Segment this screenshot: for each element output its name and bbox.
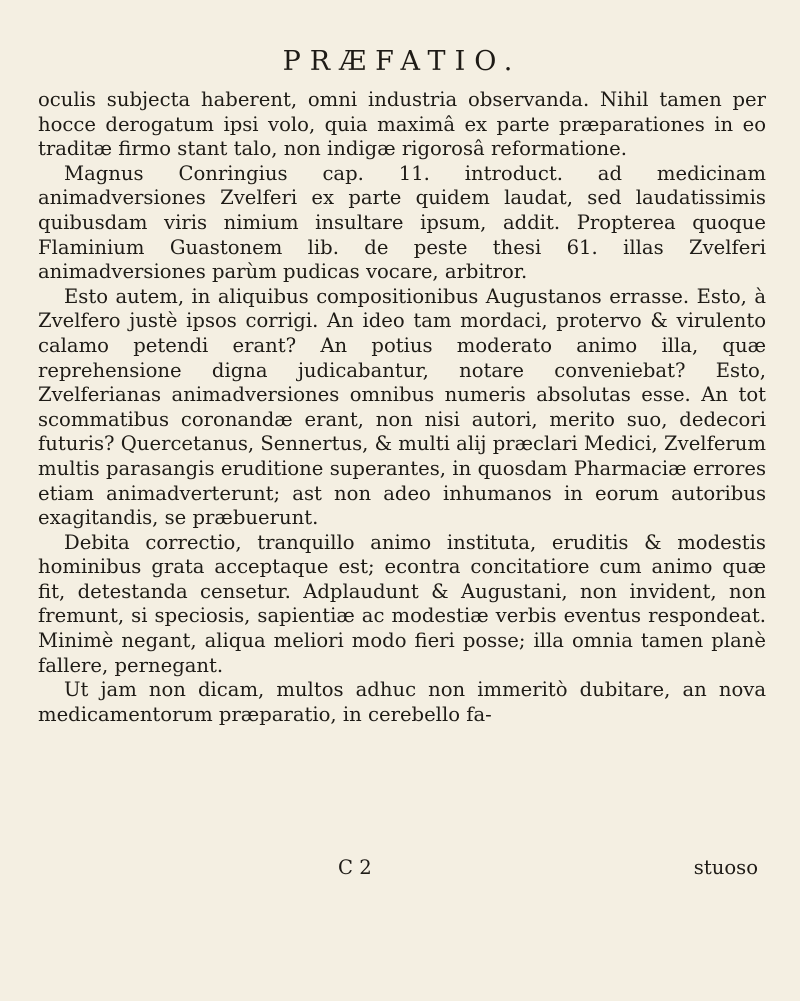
paragraph-2: Magnus Conringius cap. 11. introduct. ad medicinam animadversiones Zvelferi ex parte quidem laudat, sed laudatissimis quibusdam viris nimium insultare ipsum, addit. Propterea quoque Flaminium Guastonem lib. de peste thesi 61. illas Zvelferi animadversiones parùm pudicas vocare, arbitror. bbox=[38, 161, 766, 284]
page-footer bbox=[38, 856, 766, 882]
page-heading: PRÆFATIO. bbox=[282, 46, 522, 77]
body-text bbox=[38, 88, 766, 727]
paragraph-1: oculis subjecta haberent, omni industria observanda. Nihil tamen per hocce derogatum ipsi volo, quia maximâ ex parte præparationes in eo traditæ firmo stant talo, non indigæ rigorosâ reformatione. bbox=[38, 88, 766, 161]
paragraph-5: Ut jam non dicam, multos adhuc non immeritò dubitare, an nova medicamentorum præparatio, in cerebello fa- bbox=[38, 678, 766, 726]
paragraph-3: Esto autem, in aliquibus compositionibus Augustanos errasse. Esto, à Zvelfero justè ipsos corrigi. An ideo tam mordaci, protervo & virulento calamo petendi erant? An potius moderato animo illa, quæ reprehensione digna judicabantur, notare conveniebat? Esto, Zvelferianas animadversiones omnibus numeris absolutas esse. An tot scommatibus coronandæ erant, non nisi autori, merito suo, dedecori futuris? Quercetanus, Sennertus, & multi alij præclari Medici, Zvelferum multis parasangis eruditione superantes, in quosdam Pharmaciæ errores etiam animadverterunt; ast non adeo inhumanos in eorum autoribus exagitandis, se præbuerunt. bbox=[38, 284, 766, 530]
signature-mark: C 2 bbox=[338, 856, 372, 879]
catchword: stuoso bbox=[693, 856, 758, 879]
paragraph-4: Debita correctio, tranquillo animo instituta, eruditis & modestis hominibus grata acceptaque est; econtra concitatiore cum animo quæ fit, detestanda censetur. Adplaudunt & Augustani, non invident, non fremunt, si speciosis, sapientiæ ac modestiæ verbis eventus respondeat. Minimè negant, aliqua meliori modo fieri posse; illa omnia tamen planè fallere, pernegant. bbox=[38, 530, 766, 677]
